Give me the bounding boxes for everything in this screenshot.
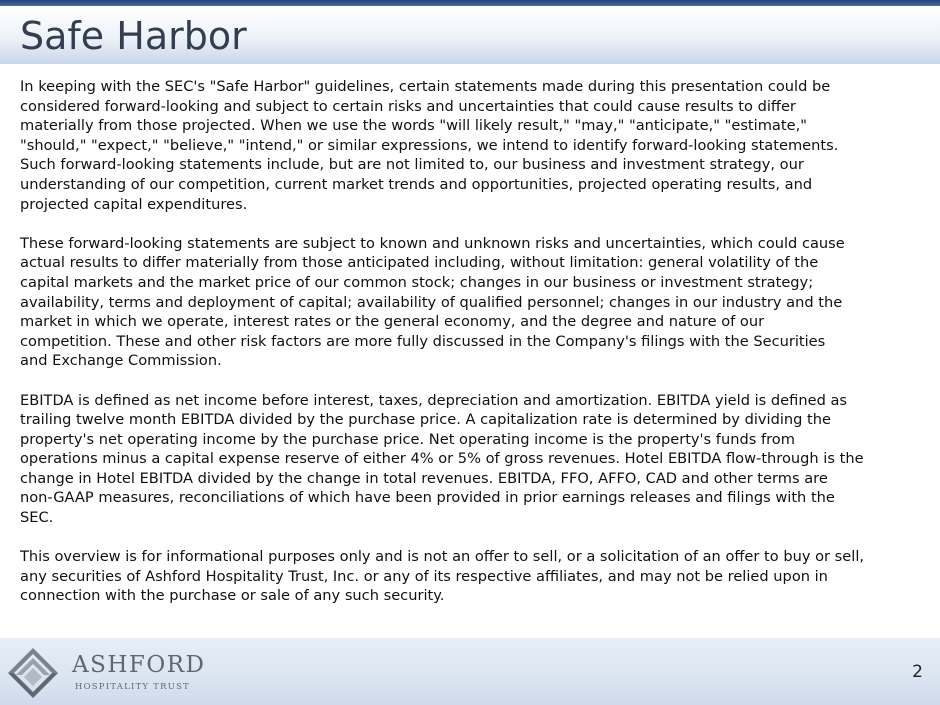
safe-harbor-body [20,77,925,626]
slide-header [0,6,940,64]
paragraph-disclaimer: This overview is for informational purposes only and is not an offer to sell, or a solicitation of an offer to buy or sell, any securities of Ashford Hospitality Trust, Inc. or any of its respective affiliates, and may not be relied upon in connection with the purchase or sale of any such security. [20,548,865,605]
paragraph-forward-looking: In keeping with the SEC's "Safe Harbor" guidelines, certain statements made during this presentation could be considered forward-looking and subject to certain risks and uncertainties that could cause results to differ materially from those projected. When we use the words "will likely result," "may," "anticipate," "estimate," "should," "expect," "believe," "intend," or similar expressions, we intend to identify forward-looking statements. Such forward-looking statements include, but are not limited to, our business and investment strategy, our understanding of our competition, current market trends and opportunities, projected operating results, and projected capital expenditures. [20,78,839,213]
page-number: 2 [912,662,923,682]
ashford-chevron-logo-icon [8,648,58,698]
logo-subtitle: HOSPITALITY TRUST [75,681,191,691]
slide-footer [0,638,940,705]
slide-title: Safe Harbor [20,14,247,58]
logo-name: ASHFORD [72,652,206,678]
ashford-logo [8,648,208,698]
paragraph-ebitda-definitions: EBITDA is defined as net income before interest, taxes, depreciation and amortization. EBITDA yield is defined as trailing twelve month EBITDA divided by the purchase price. A capitalization rate is determined by dividing the property's net operating income by the purchase price. Net operating income is the property's funds from operations minus a capital expense reserve of either 4% or 5% of gross revenues. Hotel EBITDA flow-through is the change in Hotel EBITDA divided by the change in total revenues. EBITDA, FFO, AFFO, CAD and other terms are non-GAAP measures, reconciliations of which have been provided in prior earnings releases and filings with the SEC. [20,391,864,527]
paragraph-risks: These forward-looking statements are subject to known and unknown risks and uncertainties, which could cause actual results to differ materially from those anticipated including, without limitation: general volatility of the capital markets and the market price of our common stock; changes in our business or investment strategy; availability, terms and deployment of capital; availability of qualified personnel; changes in our industry and the market in which we operate, interest rates or the general economy, and the degree and nature of our competition. These and other risk factors are more fully discussed in the Company's filings with the Securities and Exchange Commission. [20,234,845,370]
